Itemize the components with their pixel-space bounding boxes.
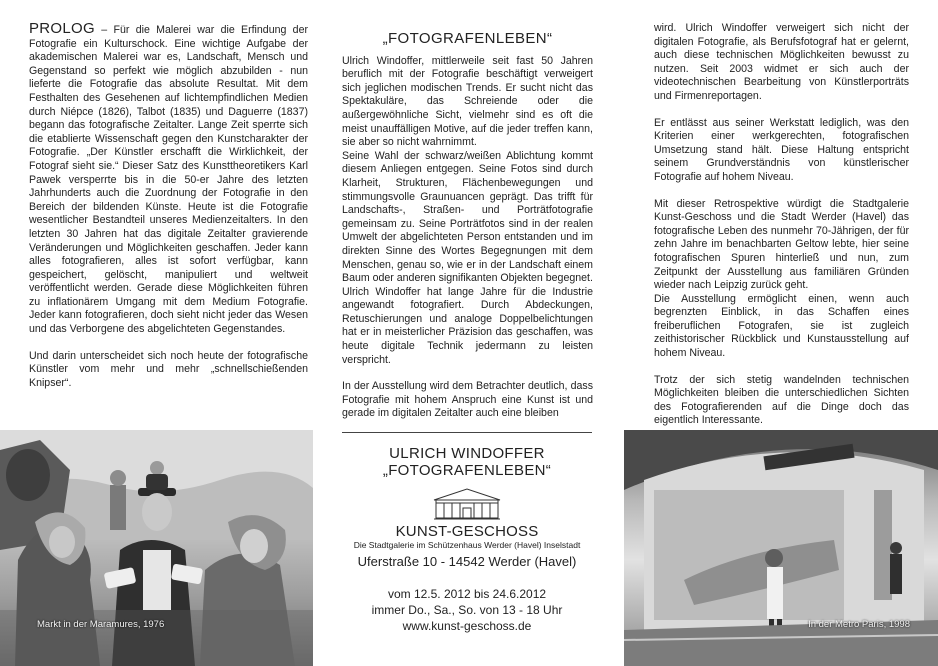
body-paragraph: Ulrich Windoffer, mittlerweile seit fast 50 Jahren beruflich mit der Fotografie beschäftigt verweigert sich jeglichen modischen Trends. Er sucht nicht das Spektakuläre, das Schreiende oder die außergewöhnliche Sicht, vielmehr sind es oft die meist unauffälligen Motive, auf die jeder treffen kann, sie aber so nicht wahrnimmt. — [342, 54, 593, 149]
body-paragraph: Trotz der sich stetig wandelnden technischen Möglichkeiten bleiben die unterschiedlichen Sichten des Fotografierenden auf die Dinge doch das eigentlich Interessante. — [654, 373, 909, 427]
building-logo-icon — [432, 486, 502, 520]
opening-hours: immer Do., Sa., So. von 13 - 18 Uhr — [371, 603, 563, 617]
metro-photo-caption: In der Metro Paris, 1998 — [808, 619, 910, 630]
body-paragraph: Er entlässt aus seiner Werkstatt lediglich, was den Kriterien einer werkgerechten, fotografischen Umsetzung stand hält. Diese Haltung entspricht seinem Grundverständnis von künstlerischer Fotografie auf hohem Niveau. — [654, 116, 909, 183]
website-link[interactable]: www.kunst-geschoss.de — [402, 619, 532, 633]
continuation-column — [654, 22, 909, 449]
market-photo-caption: Markt in der Maramures, 1976 — [37, 619, 165, 630]
divider — [342, 432, 592, 433]
venue-name: KUNST-GESCHOSS — [395, 523, 539, 540]
body-paragraph: In der Ausstellung wird dem Betrachter deutlich, dass Fotografie mit hohem Anspruch eine Kunst ist und gerade im digitalen Zeitalter auch eine bleiben — [342, 380, 593, 420]
prolog-paragraph-2: Und darin unterscheidet sich noch heute der fotografische Künstler vom mehr und mehr „schnellschießenden Knipser“. — [29, 349, 308, 389]
prolog-text: – Für die Malerei war die Erfindung der Fotografie ein Kulturschock. Eine wichtige Aufgabe der akademischen Malerei war es, Landschaft, Mensch und Gegenstand so perfekt wie möglich abzubilden - nun lieferte die Fotografie das absolute Resultat. Mit dem Festhalten des Gesehenen auf lichtempfindlichen Medien durch Niépce (1826), Talbot (1835) und Daguerre (1837) begann das fotografische Zeitalter. Lange Zeit sperrte sich die etablierte Wissenschaft gegen den Kunstcharakter der Fotografie. „Der Künstler erschafft die Wirklichkeit, der Fotograf sieht sie.“ Dieser Satz des Kunsttheoretikers Karl Pawek versperrte bis in die 50-er Jahre des letzten Jahrhunderts auch die Zuordnung der Fotografie in den Bereich der bildenden Künste. Heute ist die Fotografie wesentlicher Bestandteil unseres Medienzeitalters. In den letzten 30 Jahren hat das digitale Zeitalter gravierende Veränderungen und Möglichkeiten geschaffen. Jeder kann alles fotografieren, alles ist sofort verfügbar, kann gespeichert, gelöscht, manipuliert und weltweit veröffentlicht werden. Gerade diese Möglichkeiten führen zu inflationärem Umgang mit dem Medium Fotografie. Jeder kann fotografieren, doch sieht nicht jeder das Wesen und das Verborgene des abgelichteten Gegenstandes. — [29, 24, 308, 336]
prolog-column — [29, 22, 308, 390]
venue-address: Uferstraße 10 - 14542 Werder (Havel) — [357, 554, 577, 569]
exhibition-title: „FOTOGRAFENLEBEN“ — [382, 462, 552, 479]
market-photo — [0, 430, 313, 666]
artist-name: ULRICH WINDOFFER — [389, 445, 545, 462]
exhibition-info — [342, 430, 592, 666]
prolog-heading: PROLOG — [29, 20, 95, 37]
section-heading: „FOTOGRAFENLEBEN“ — [382, 30, 553, 47]
body-paragraph: Seine Wahl der schwarz/weißen Ablichtung kommt diesem Anliegen entgegen. Seine Fotos sind durch Klarheit, Strukturen, Flächenbewegungen und stimmungsvolle Graunuancen geprägt. Das trifft für Landschafts-, Straßen- und Porträtfotografie gemeinsam zu. Seine Porträtfotos sind in der realen Umwelt der abgelichteten Person entstanden und im direkten Sinne des Wortes Begegnungen mit dem Menschen, genau so, wie er in der Landschaft einem Baum oder anderen signifikanten Objekten begegnet. — [342, 149, 593, 285]
market-photo-image — [0, 430, 313, 666]
metro-photo-image — [624, 430, 938, 666]
prolog-paragraph-1 — [29, 22, 308, 337]
fotografenleben-column — [342, 22, 593, 421]
body-paragraph: Die Ausstellung ermöglicht einen, wenn auch begrenzten Einblick, in das Schaffen eines freiberuflichen Fotografen, sie ist zugleich zeithistorischer Rückblick und Kunstausstellung auf hohem Niveau. — [654, 292, 909, 360]
venue-subtitle: Die Stadtgalerie im Schützenhaus Werder (Havel) Inselstadt — [353, 540, 581, 550]
body-paragraph: Ulrich Windoffer hat lange Jahre für die Industrie angewandt fotografiert. Durch Abdeckungen, Retuschierungen und analoge Doppelbelichtungen hat er in meisterlicher Präzision das geschaffen, was heute digitale Technik jedermann zu leisten verspricht. — [342, 285, 593, 366]
body-paragraph: Mit dieser Retrospektive würdigt die Stadtgalerie Kunst-Geschoss und die Stadt Werder (Havel) das fotografische Leben des nunmehr 70-Jährigen, der für zehn Jahre im benachbarten Geltow lebte, hier seine fotografischen Spuren hinterließ und nun, zum Zeitpunkt der Ausstellung aus familiären Gründen wieder nach Leipzig zurück geht. — [654, 197, 909, 292]
exhibition-dates: vom 12.5. 2012 bis 24.6.2012 — [387, 587, 547, 601]
metro-photo — [624, 430, 938, 666]
body-paragraph: wird. Ulrich Windoffer verweigert sich nicht der digitalen Fotografie, als Berufsfotograf hat er gelernt, auch diese technischen Möglichkeiten bewusst zu nutzen. Seit 2003 widmet er sich auch der videotechnischen Bearbeitung von Künstlerporträts und Firmenreportagen. — [654, 22, 909, 102]
